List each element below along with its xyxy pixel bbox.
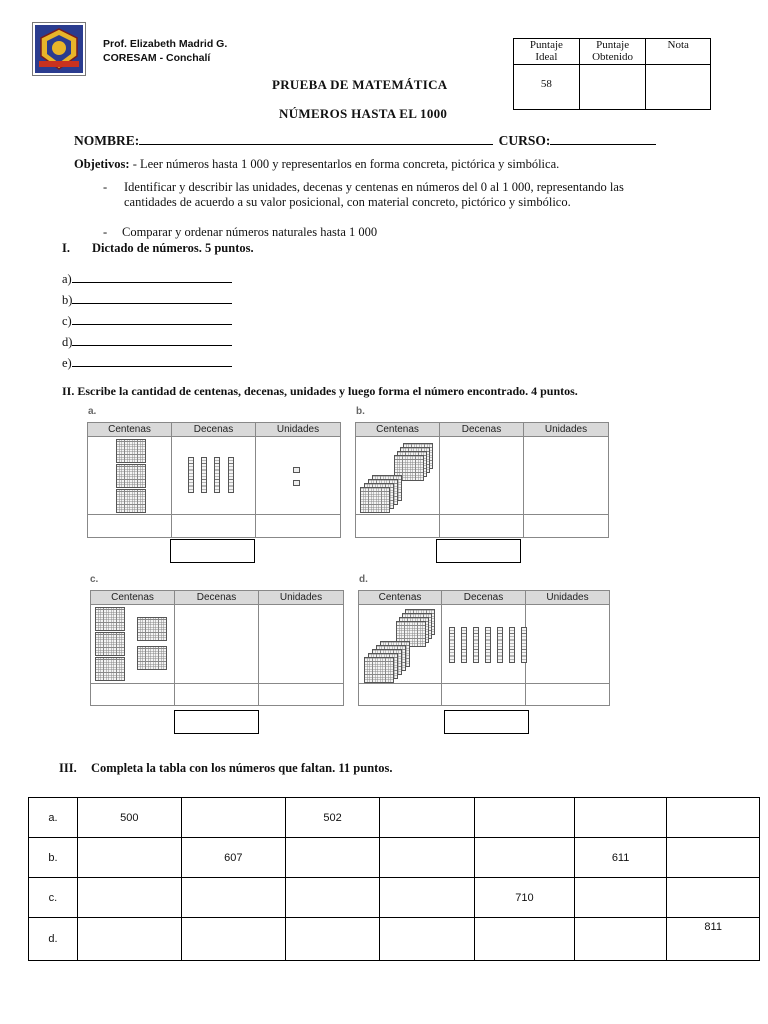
dictation-c: c) [62,313,232,329]
panel-a-answer[interactable] [170,539,255,563]
table-cell[interactable] [574,918,667,961]
section3-numeral: III. [59,761,77,775]
hundred-block [137,617,167,641]
page-title: PRUEBA DE MATEMÁTICA [272,77,448,92]
table-row [29,918,760,961]
table-row [29,878,760,918]
hundred-block [137,646,167,670]
number-table [28,797,760,961]
school-name: CORESAM - Conchalí [103,52,211,64]
panel-c-header-centenas: Centenas [111,592,154,603]
panel-d-label: d. [359,574,368,585]
panel-a-header-centenas: Centenas [108,424,151,435]
panel-a-header-unidades: Unidades [276,424,320,435]
table-row [29,838,760,878]
score-col-obtenido: Puntaje Obtenido [579,39,646,65]
table-cell[interactable]: 502 [285,798,380,838]
dictation-a: a) [62,271,232,287]
objectives [74,157,714,172]
hundred-block [95,657,125,681]
table-cell[interactable] [475,918,575,961]
unit-cube [293,467,300,473]
table-cell[interactable] [77,838,181,878]
panel-b [355,422,609,538]
hundred-block [95,632,125,656]
curso-label: CURSO: [498,133,551,148]
score-table [513,38,711,110]
ten-rod [485,627,491,663]
panel-b-header-unidades: Unidades [544,424,588,435]
panel-c-header-unidades: Unidades [279,592,323,603]
objective-item-2: Comparar y ordenar números naturales hasta 1 000 [122,225,378,239]
panel-d-header-decenas: Decenas [463,592,504,603]
panel-d-answer[interactable] [444,710,529,734]
hundred-block [360,487,390,513]
ten-rod [214,457,220,493]
panel-b-header-centenas: Centenas [376,424,419,435]
ten-rod [473,627,479,663]
panel-d [358,590,610,706]
table-cell[interactable]: 607 [181,838,285,878]
objective-bullet-2: - [103,225,108,239]
dictation-a-field[interactable] [72,271,232,283]
hundred-block [116,489,146,513]
curso-field[interactable] [550,133,656,145]
table-cell[interactable] [181,878,285,918]
dictation-d: d) [62,334,232,350]
row-label: c. [29,878,78,918]
panel-c-header-decenas: Decenas [196,592,237,603]
objective-item-1: Identificar y describir las unidades, decenas y centenas en números del 0 al 1 000, representando las cantidades de acuerdo a su valor posicional, con material concreto, pictórico y simbólico. [124,180,624,209]
table-cell[interactable] [380,838,475,878]
table-cell[interactable] [285,838,380,878]
table-cell[interactable] [285,878,380,918]
dictation-d-field[interactable] [72,334,232,346]
objective-bullet-1: - [103,180,108,194]
score-obtenido-value[interactable] [579,65,646,110]
table-cell[interactable] [667,878,760,918]
dictation-e: e) [62,355,232,371]
page-subtitle: NÚMEROS HASTA EL 1000 [279,106,448,121]
section1-numeral: I. [62,241,70,255]
dictation-e-field[interactable] [72,355,232,367]
ten-rod [521,627,527,663]
ten-rod [497,627,503,663]
table-row [29,798,760,838]
section2-title: II. Escribe la cantidad de centenas, decenas, unidades y luego forma el número encontrado. 4 puntos. [62,384,578,398]
nombre-field[interactable] [139,133,493,145]
hundred-block [116,439,146,463]
panel-c-answer[interactable] [174,710,259,734]
dictation-c-field[interactable] [72,313,232,325]
panel-c-label: c. [90,574,99,585]
panel-b-header-decenas: Decenas [461,424,502,435]
table-cell[interactable] [475,838,575,878]
hundred-block [95,607,125,631]
panel-b-answer[interactable] [436,539,521,563]
score-col-ideal: Puntaje Ideal [514,39,580,65]
table-cell[interactable] [475,798,575,838]
section1-title: Dictado de números. 5 puntos. [92,241,254,255]
table-cell[interactable] [181,918,285,961]
ten-rod [201,457,207,493]
row-label: d. [29,918,78,961]
table-cell[interactable]: 811 [667,918,760,961]
table-cell[interactable] [77,878,181,918]
score-nota-value[interactable] [646,65,711,110]
section3-title: Completa la tabla con los números que faltan. 11 puntos. [91,761,393,775]
table-cell[interactable] [380,918,475,961]
nombre-row [74,133,656,148]
table-cell[interactable] [574,878,667,918]
table-cell[interactable] [667,838,760,878]
ten-rod [461,627,467,663]
panel-c [90,590,344,706]
row-label: a. [29,798,78,838]
table-cell[interactable] [77,918,181,961]
nombre-label: NOMBRE: [74,133,140,148]
table-cell[interactable] [181,798,285,838]
school-logo [32,22,86,76]
ten-rod [449,627,455,663]
table-cell[interactable] [285,918,380,961]
table-cell[interactable]: 500 [77,798,181,838]
table-cell[interactable] [380,798,475,838]
table-cell[interactable]: 710 [475,878,575,918]
teacher-name: Prof. Elizabeth Madrid G. [103,38,228,50]
panel-d-header-centenas: Centenas [378,592,422,603]
unit-cube [293,480,300,486]
row-label: b. [29,838,78,878]
ten-rod [509,627,515,663]
ten-rod [228,457,234,493]
table-cell[interactable] [380,878,475,918]
table-cell[interactable] [667,798,760,838]
objectives-text: - Leer números hasta 1 000 y representarlos en forma concreta, pictórica y simbólica. [129,157,560,171]
score-col-nota: Nota [646,39,711,65]
score-ideal-value: 58 [514,65,580,110]
dictation-b-field[interactable] [72,292,232,304]
panel-a-label: a. [88,406,97,417]
table-cell[interactable] [574,798,667,838]
objectives-label: Objetivos: [74,157,130,171]
hundred-block [116,464,146,488]
hundred-block [364,657,394,683]
panel-d-header-unidades: Unidades [546,592,589,603]
panel-b-label: b. [356,406,365,417]
ten-rod [188,457,194,493]
panel-a-header-decenas: Decenas [193,424,234,435]
dictation-b: b) [62,292,232,308]
panel-a [87,422,341,538]
table-cell[interactable]: 611 [574,838,667,878]
